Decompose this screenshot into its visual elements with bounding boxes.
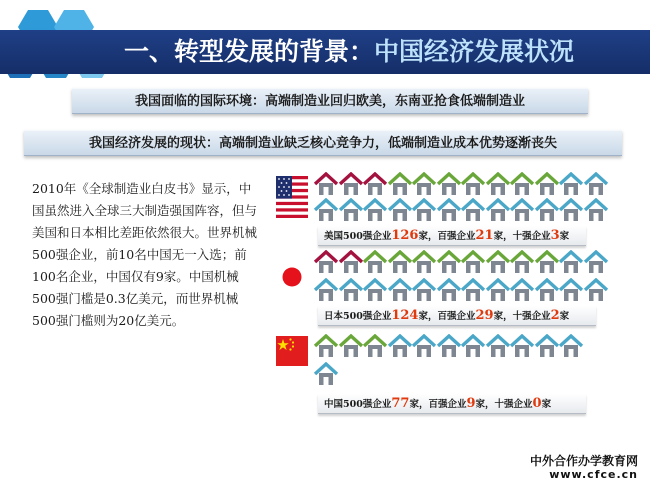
house-icon [559, 250, 583, 274]
us-house-row-2 [314, 198, 604, 222]
house-icon [559, 198, 583, 222]
house-icon [486, 198, 510, 222]
house-icon [363, 278, 387, 302]
house-icon [412, 172, 436, 196]
house-icon [486, 278, 510, 302]
house-icon [437, 250, 461, 274]
house-icon [314, 172, 338, 196]
house-icon [584, 198, 608, 222]
house-icon [461, 250, 485, 274]
house-icon [486, 172, 510, 196]
house-icon [412, 198, 436, 222]
house-icon [437, 198, 461, 222]
domestic-status-banner: 我国经济发展的现状：高端制造业缺乏核心竞争力，低端制造业成本优势逐渐丧失 [24, 130, 622, 156]
house-icon [584, 172, 608, 196]
house-icon [584, 278, 608, 302]
china-stat-box: 中国500强企业77家，百强企业9家，十强企业0家 [318, 394, 586, 414]
china-flag-icon [276, 336, 308, 366]
house-icon [363, 172, 387, 196]
house-icon [559, 278, 583, 302]
watermark-url: www.cfce.cn [549, 468, 638, 481]
house-icon [559, 334, 583, 358]
watermark-site-name: 中外合作办学教育网 [529, 454, 638, 468]
house-icon [388, 172, 412, 196]
house-icon [412, 278, 436, 302]
house-icon [363, 334, 387, 358]
house-icon [461, 278, 485, 302]
house-icon [486, 334, 510, 358]
house-icon [388, 198, 412, 222]
page-title: 一、转型发展的背景：中国经济发展状况 [124, 37, 575, 66]
japan-flag-icon [276, 256, 308, 298]
house-icon [314, 334, 338, 358]
house-icon [339, 250, 363, 274]
house-icon [363, 198, 387, 222]
house-icon [437, 172, 461, 196]
house-icon [510, 198, 534, 222]
us-stat-box: 美国500强企业126家，百强企业21家，十强企业3家 [318, 226, 586, 246]
house-icon [535, 250, 559, 274]
japan-house-row-2 [314, 278, 604, 302]
house-icon [314, 198, 338, 222]
body-paragraph: 2010年《全球制造业白皮书》显示，中国虽然进入全球三大制造强国阵容，但与美国和日本相比差距依然很大。世界机械500强企业，前10名中国无一入选；前100名企业，中国仅有9家。中国机械500强门槛是0.3亿美元，而世界机械500强门槛则为20亿美元。 [32, 181, 258, 328]
china-house-row-1 [314, 334, 604, 358]
house-icon [461, 334, 485, 358]
house-icon [510, 172, 534, 196]
house-icon [437, 278, 461, 302]
house-icon [339, 278, 363, 302]
us-house-row-1 [314, 172, 604, 196]
house-icon [535, 278, 559, 302]
house-icon [437, 334, 461, 358]
house-icon [510, 250, 534, 274]
house-icon [461, 172, 485, 196]
house-icon [314, 278, 338, 302]
header-bar [0, 30, 650, 74]
house-icon [339, 198, 363, 222]
house-icon [412, 250, 436, 274]
house-icon [388, 250, 412, 274]
house-icon [388, 334, 412, 358]
house-icon [535, 334, 559, 358]
house-icon [339, 172, 363, 196]
china-house-row-2 [314, 362, 604, 386]
house-icon [510, 334, 534, 358]
us-flag-icon [276, 176, 308, 218]
house-icon [314, 250, 338, 274]
house-icon [535, 172, 559, 196]
house-icon [339, 334, 363, 358]
house-icon [388, 278, 412, 302]
international-environment-banner: 我国面临的国际环境：高端制造业回归欧美，东南亚抢食低端制造业 [72, 88, 588, 114]
house-icon [412, 334, 436, 358]
japan-stat-box: 日本500强企业124家，百强企业29家，十强企业2家 [318, 306, 596, 326]
house-icon [584, 250, 608, 274]
house-icon [559, 172, 583, 196]
japan-house-row-1 [314, 250, 604, 274]
house-icon [486, 250, 510, 274]
house-icon [363, 250, 387, 274]
house-icon [461, 198, 485, 222]
house-icon [510, 278, 534, 302]
house-icon [535, 198, 559, 222]
house-icon [314, 362, 338, 386]
